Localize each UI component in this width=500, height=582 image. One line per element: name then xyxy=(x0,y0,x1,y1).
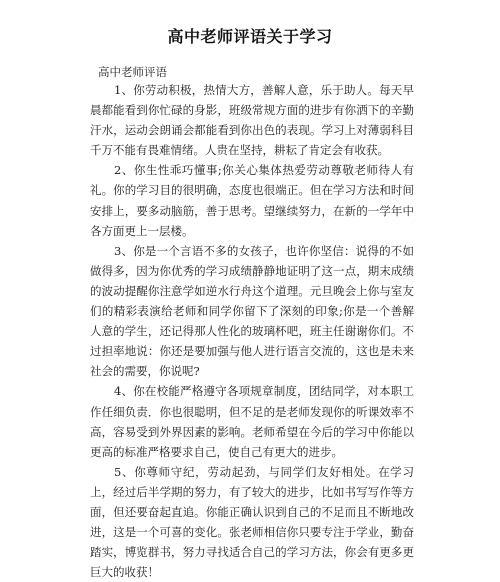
paragraph-4: 4、你在校能严格遵守各项规章制度，团结同学，对本职工作任细负责．你也很聪明，但不足的是老师发现你的听课效率不高，容易受到外界因素的影响。老师希望在今后的学习中你能以更高的标准严格要求自己，使自己有更大的进步。 xyxy=(90,384,414,459)
paragraph-5: 5、你尊师守纪，劳动起劲，与同学们友好相处。在学习上，经过后半学期的努力，有了较大的进步，比如书写写作等方面，但还要奋起直追。你能正确认识到自己的不足而且不断地改进，这是一个可喜的变化。张老师相信你只要专注于学业，勤奋踏实，博览群书，努力寻找适合自己的学习方法，你会有更多更巨大的收获！ xyxy=(90,464,414,580)
document-subheading: 高中老师评语 xyxy=(98,65,167,79)
document-body xyxy=(90,80,414,582)
paragraph-3: 3、你是一个言语不多的女孩子，也许你坚信：说得的不如做得多，因为你优秀的学习成绩静静地证明了这一点，期末成绩的波动提醒你注意学如逆水行舟这个道理。元旦晚会上你与室友们的精彩表演给老师和同学你留下了深刻的印象;你是一个善解人意的学生，还记得那人性化的玻璃杯吧，班主任谢谢你们。不过担率地说：你还是要加强与他人进行语言交流的，这也是未来社会的需要，你说呢? xyxy=(90,243,414,379)
paragraph-1: 1、你劳动积极，热情大方，善解人意，乐于助人。每天早晨都能看到你忙碌的身影，班级常规方面的进步有你洒下的辛勤汗水，运动会朗诵会都能看到你出色的表现。学习上对薄弱科目千万不能有畏难情绪。人贵在坚持，耕耘了肯定会有收获。 xyxy=(90,83,414,158)
paragraph-2: 2、你生性乖巧懂事;你关心集体热爱劳动尊敬老师待人有礼。你的学习目的很明确，态度也很端正。但在学习方法和时间安排上，要多动脑筋，善于思考。望继续努力，在新的一学年中各方面更上一层楼。 xyxy=(90,163,414,238)
document-title: 高中老师评语关于学习 xyxy=(167,27,333,46)
